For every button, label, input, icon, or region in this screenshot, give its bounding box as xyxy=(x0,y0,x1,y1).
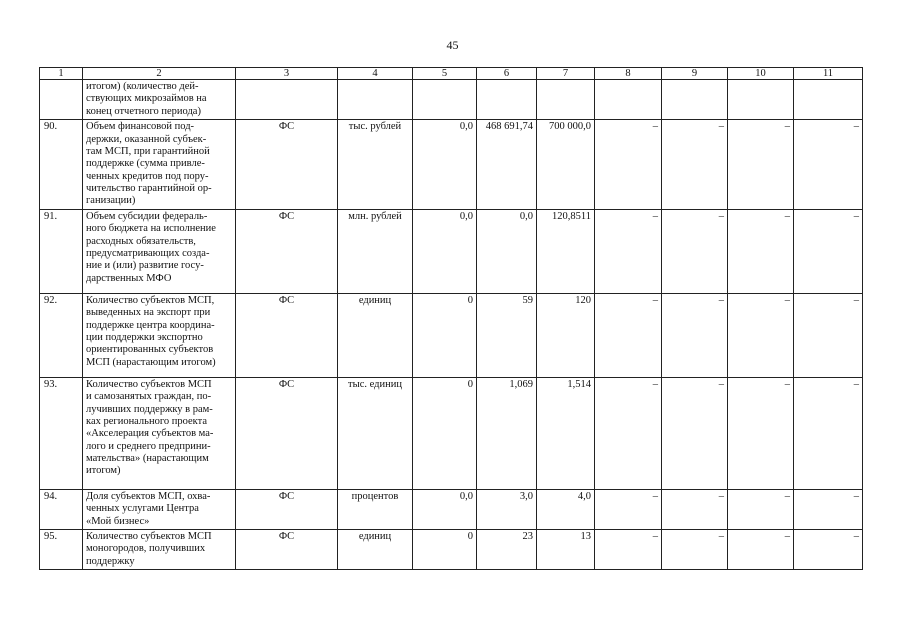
indicator-name-line: ции поддержки экспортно xyxy=(86,331,203,343)
value-cell: – xyxy=(794,529,863,569)
indicator-name-line: Количество субъектов МСП xyxy=(86,378,212,390)
table-row xyxy=(40,293,863,377)
indicator-name-line: поддержку xyxy=(86,555,135,567)
value-cell: – xyxy=(794,377,863,489)
indicator-name-line: поддержке (сумма привле- xyxy=(86,158,205,170)
value-cell xyxy=(595,80,662,120)
value-cell: 13 xyxy=(537,529,595,569)
indicator-name xyxy=(83,209,236,293)
value-cell: – xyxy=(595,489,662,529)
value-cell: – xyxy=(794,120,863,210)
data-source: ФС xyxy=(236,120,338,210)
indicator-name-line: ориентированных субъектов xyxy=(86,344,214,356)
indicator-name-line: итогом) xyxy=(86,465,121,477)
indicator-name xyxy=(83,489,236,529)
value-cell: 1,069 xyxy=(477,377,537,489)
value-cell: – xyxy=(794,489,863,529)
indicator-name-line: лучивших поддержку в рам- xyxy=(86,403,213,415)
indicator-name-line: предусматривающих созда- xyxy=(86,247,210,259)
indicator-name-line: МСП (нарастающим итогом) xyxy=(86,356,216,368)
unit: процентов xyxy=(338,489,413,529)
data-source: ФС xyxy=(236,209,338,293)
value-cell xyxy=(413,80,477,120)
indicator-name-line: ного бюджета на исполнение xyxy=(86,223,216,235)
row-number: 90. xyxy=(40,120,83,210)
data-source: ФС xyxy=(236,489,338,529)
unit xyxy=(338,80,413,120)
indicator-name-line: «Акселерация субъектов ма- xyxy=(86,428,214,440)
table-row xyxy=(40,489,863,529)
indicator-name-line: ках регионального проекта xyxy=(86,415,208,427)
data-source xyxy=(236,80,338,120)
value-cell: 0,0 xyxy=(413,489,477,529)
row-number: 92. xyxy=(40,293,83,377)
indicator-name-line: ствующих микрозаймов на xyxy=(86,93,207,105)
indicator-name-line: Объем субсидии федераль- xyxy=(86,210,208,222)
indicator-name-line: ние и (или) развитие госу- xyxy=(86,260,204,272)
value-cell xyxy=(662,80,728,120)
row-number: 91. xyxy=(40,209,83,293)
value-cell xyxy=(794,80,863,120)
indicator-name-line: Количество субъектов МСП, xyxy=(86,294,215,306)
value-cell: – xyxy=(595,209,662,293)
column-header: 11 xyxy=(794,68,863,80)
indicator-name-line: Объем финансовой под- xyxy=(86,121,195,133)
column-header: 5 xyxy=(413,68,477,80)
indicators-table xyxy=(39,67,863,570)
column-header: 9 xyxy=(662,68,728,80)
column-header: 1 xyxy=(40,68,83,80)
value-cell: – xyxy=(728,377,794,489)
unit: тыс. единиц xyxy=(338,377,413,489)
unit: единиц xyxy=(338,529,413,569)
value-cell: 0,0 xyxy=(413,120,477,210)
column-header: 4 xyxy=(338,68,413,80)
table-row xyxy=(40,377,863,489)
row-number: 94. xyxy=(40,489,83,529)
indicator-name-line: лого и среднего предприни- xyxy=(86,440,211,452)
value-cell: – xyxy=(662,293,728,377)
value-cell: – xyxy=(794,209,863,293)
value-cell: 120 xyxy=(537,293,595,377)
value-cell: 700 000,0 xyxy=(537,120,595,210)
value-cell: – xyxy=(595,529,662,569)
column-header: 6 xyxy=(477,68,537,80)
indicator-name-line: Количество субъектов МСП xyxy=(86,530,212,542)
column-header: 7 xyxy=(537,68,595,80)
value-cell xyxy=(477,80,537,120)
value-cell: 23 xyxy=(477,529,537,569)
indicator-name-line: поддержке центра координа- xyxy=(86,319,215,331)
indicator-name-line: выведенных на экспорт при xyxy=(86,307,211,319)
indicator-name-line: дарственных МФО xyxy=(86,272,172,284)
value-cell: 0 xyxy=(413,529,477,569)
indicator-name xyxy=(83,80,236,120)
table-row xyxy=(40,209,863,293)
page-number: 45 xyxy=(446,38,459,52)
indicator-name xyxy=(83,377,236,489)
value-cell: – xyxy=(728,293,794,377)
value-cell: 4,0 xyxy=(537,489,595,529)
indicator-name-line: держки, оказанной субъек- xyxy=(86,133,207,145)
data-source: ФС xyxy=(236,529,338,569)
value-cell: 0 xyxy=(413,377,477,489)
indicator-name-line: расходных обязательств, xyxy=(86,235,196,247)
value-cell: 0,0 xyxy=(477,209,537,293)
indicator-name-line: итогом) (количество дей- xyxy=(86,81,199,92)
indicator-name-line: чительство гарантийной ор- xyxy=(86,183,212,194)
indicator-name-line: «Мой бизнес» xyxy=(86,515,150,527)
indicator-name-line: мательства» (нарастающим xyxy=(86,453,209,464)
indicator-name-line: ченных услугами Центра xyxy=(86,503,199,515)
value-cell: 120,8511 xyxy=(537,209,595,293)
column-header: 8 xyxy=(595,68,662,80)
data-source: ФС xyxy=(236,293,338,377)
indicator-name-line: там МСП, при гарантийной xyxy=(86,145,210,157)
data-source: ФС xyxy=(236,377,338,489)
column-number-row xyxy=(40,68,863,80)
value-cell: – xyxy=(662,529,728,569)
value-cell: – xyxy=(728,529,794,569)
value-cell: – xyxy=(794,293,863,377)
value-cell: – xyxy=(662,209,728,293)
unit: единиц xyxy=(338,293,413,377)
table-row xyxy=(40,529,863,569)
value-cell: – xyxy=(595,377,662,489)
value-cell: – xyxy=(728,209,794,293)
value-cell: – xyxy=(662,377,728,489)
indicator-name xyxy=(83,120,236,210)
table-row xyxy=(40,80,863,120)
value-cell: 1,514 xyxy=(537,377,595,489)
indicator-name-line: моногородов, получивших xyxy=(86,543,206,555)
value-cell: – xyxy=(662,489,728,529)
indicator-name-line: конец отчетного периода) xyxy=(86,105,201,117)
value-cell: 3,0 xyxy=(477,489,537,529)
value-cell: 0,0 xyxy=(413,209,477,293)
indicator-name xyxy=(83,529,236,569)
value-cell: 0 xyxy=(413,293,477,377)
value-cell: 59 xyxy=(477,293,537,377)
column-header: 10 xyxy=(728,68,794,80)
indicator-name-line: ганизации) xyxy=(86,195,136,207)
row-number: 93. xyxy=(40,377,83,489)
indicator-name xyxy=(83,293,236,377)
column-header: 3 xyxy=(236,68,338,80)
indicator-name-line: Доля субъектов МСП, охва- xyxy=(86,490,211,502)
indicator-name-line: ченных кредитов под пору- xyxy=(86,170,209,182)
value-cell: – xyxy=(728,489,794,529)
value-cell: – xyxy=(595,293,662,377)
table-row xyxy=(40,120,863,210)
value-cell: – xyxy=(662,120,728,210)
value-cell: 468 691,74 xyxy=(477,120,537,210)
unit: тыс. рублей xyxy=(338,120,413,210)
row-number: 95. xyxy=(40,529,83,569)
row-number xyxy=(40,80,83,120)
value-cell: – xyxy=(595,120,662,210)
column-header: 2 xyxy=(83,68,236,80)
indicator-name-line: и самозанятых граждан, по- xyxy=(86,391,212,403)
value-cell xyxy=(728,80,794,120)
unit: млн. рублей xyxy=(338,209,413,293)
value-cell xyxy=(537,80,595,120)
value-cell: – xyxy=(728,120,794,210)
